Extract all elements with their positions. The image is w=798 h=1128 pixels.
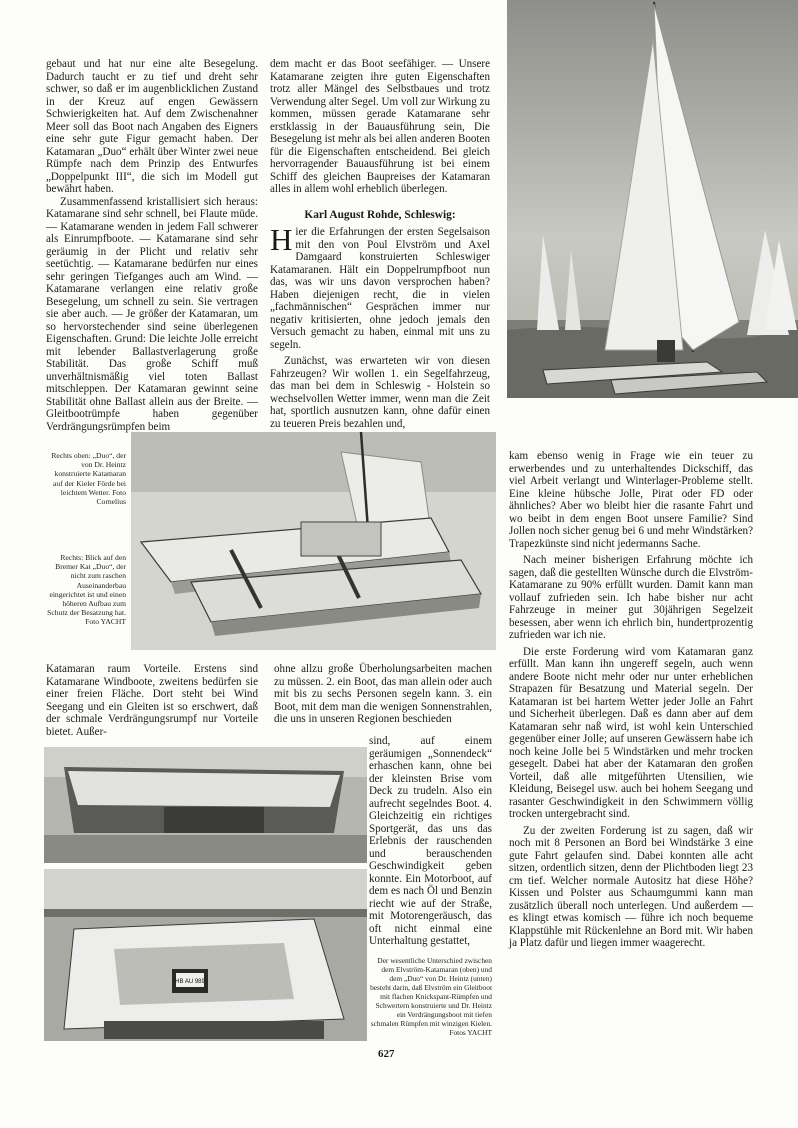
caption-top: Rechts oben: „Duo“, der von Dr. Heintz konstruierte Katamaran auf der Kieler Förde bei leichtem Wetter. Foto Cornelius xyxy=(51,451,126,507)
col3-para-4: Zu der zweiten Forderung ist zu sagen, daß wir noch mit 8 Personen an Bord bei Windstärke 3 eine gute Fahrt gelaufen sind. Dabei konnten alle acht sitzen, ordentlich sitzen, denn der Plichtboden liegt 23 cm tief. Welcher normale Autositz hat diese Höhe? Kissen und Polster aus Schaumgummi kann man zusätzlich überall noch unterlegen. Und außerdem — es klingt etwas komisch — führe ich noch bequeme Klappstühle mit Rückenlehne an Bord mit. Wir haben ja Platz dafür und liegen immer waagerecht. xyxy=(509,824,753,949)
photo-duo-hull-rear xyxy=(44,869,367,1041)
col1-top-text xyxy=(46,58,258,433)
duo-catamaran-image xyxy=(131,432,496,650)
col2-para-1 xyxy=(270,222,490,351)
col2-article-text xyxy=(270,222,490,430)
caption-mid: Rechts: Blick auf den Bremer Kat „Duo“, der nicht zum raschen Auseinanderbau eingerichtet ist und einen höheren Aufbau zum Schutz der Besatzung hat. Foto YACHT xyxy=(47,553,126,627)
drop-cap: H xyxy=(270,222,293,257)
col3-para-2: Nach meiner bisherigen Erfahrung möchte ich sagen, daß die gestellten Wünsche durch die Elvström-Katamarane zu 90% erfüllt wurden. Damit kann man vollauf zufrieden sein. Ich habe bisher nur acht Fahrzeuge in meiner gut 30jährigen Segelzeit besessen, aber wenn ich ehrlich bin, hundertprozentig zufrieden war ich nie. xyxy=(509,554,753,641)
col2-bottom-para-a: ohne allzu große Überholungsarbeiten machen zu müssen. 2. ein Boot, das man allein oder auch mit bis zu sechs Personen segeln kann. 3. ein Boot, mit dem man die wenigen Sonnenstrahlen, die uns in unseren Regionen beschieden xyxy=(274,663,492,725)
col3-para-1: kam ebenso wenig in Frage wie ein teuer zu erwerbendes und zu unterhaltendes Dickschiff, das viel Arbeit verlangt und Winterlager-Probleme stellt. Eine kleine hübsche Jolle, Pirat oder FD oder ähnliches? Aber wo bleibt hier die rasante Fahrt und wo beibt in dem engen Boot unsere Familie? Sind Jollen noch sicher genug bei 6 und mehr Windstärken? Trapezkünste sind nicht jedermanns Sache. xyxy=(509,450,753,550)
photo-duo-bremen xyxy=(131,432,496,650)
photo-duo-sailing xyxy=(507,0,798,398)
sailing-catamaran-image xyxy=(507,0,798,398)
col2-para-1-text: ier die Erfahrungen der ersten Segelsaison mit den von Poul Elvström und Axel Damgaard konstruierten Schleswiger Katamaranen. Hält ein Doppelrumpfboot nun das, was wir uns davon versprochen haben? Haben diejenigen recht, die in vielen „fachmännischen“ Gesprächen immer nur negativ kritisierten, ohne jedoch jemals den Versuch gemacht zu haben, einmal mit uns zu segeln. xyxy=(270,226,490,351)
license-plate-text: HB AU 989 xyxy=(175,979,205,985)
photo-elvstroem-hull xyxy=(44,747,367,863)
col1-bottom-para: Katamaran raum Vorteile. Erstens sind Katamarane Windboote, zweitens bedürfen sie einer freien Fläche. Dort steht bei Wind Seegang und ein Gleiten ist so erschwert, daß der schmale Verdrängungsrumpf nur Vorteile bietet. Außer- xyxy=(46,663,258,738)
col2-top-text xyxy=(270,58,490,196)
elvstroem-hull-image xyxy=(44,747,367,863)
col2-bottom-text-a xyxy=(274,663,492,726)
author-heading: Karl August Rohde, Schleswig: xyxy=(304,209,456,221)
duo-hull-rear-image xyxy=(44,869,367,1041)
col3-para-3: Die erste Forderung wird vom Katamaran ganz erfüllt. Man kann ihn ungereff segeln, auch wenn andere Boote nicht mehr oder nur unter erheblichen Strapazen für Besatzung und Material segeln. Der Katamaran ist bei hartem Wetter jeder Jolle an Fahrt und Sicherheit überlegen. Daß es dann aber auf dem Katamaran sehr naß wird, ist wohl kein Unterschied gegenüber einer Jolle; auf unseren Gewässern habe ich noch keine Jolle bei 5 Windstärken und mehr trocken gesegelt. Dabei hat aber der Katamaran den großen Vorteil, daß alle mitgeführten Utensilien, wie Kleidung, Beisegel usw. auch bei hohem Seegang und rasanter Geschwindigkeit in den Schwimmern völlig trocken untergebracht sind. xyxy=(509,645,753,820)
caption-bottom: Der wesentliche Unterschied zwischen dem Elvström-Katamaran (oben) und dem „Duo“ von Dr. Heintz (unten) besteht darin, daß Elvström ein Gleitboot mit flachen Knickspant-Rümpfen und Schwertern konstruierte und Dr. Heintz ein Verdrängungsboot mit tiefen schmalen Rümpfen mit winzigen Kielen. Fotos YACHT xyxy=(370,956,492,1037)
col1-para-2: Zusammenfassend kristallisiert sich heraus: Katamarane sind sehr schnell, bei Flaute müde. — Katamarane wenden in jedem Fall schwerer als Einrumpfboote. — Katamarane sind sehr geräumig in der Plicht und relativ sehr seetüchtig. — Katamarane bedürfen nur eines sehr geringen Tiefganges auch am Wind. — Katamarane verlangen eine relativ große Besegelung, um schnell zu sein. Sie vertragen sie aber auch. — Je größer der Katamaran, um so hervorstechender sind seine überlegenen Eigenschaften. Grund: Die leichte Jolle erreicht mit lebender Ballastverlagerung große Stabilität. Das große Schiff muß unverhältnismäßig viel toten Ballast mitschleppen. Der Katamaran gewinnt seine Stabilität ohne Ballast allein aus der Breite. — Gleitbootrümpfe haben gegenüber Verdrängungsrümpfen beim xyxy=(46,195,258,433)
col1-para-1: gebaut und hat nur eine alte Besegelung. Dadurch taucht er zu tief und dreht sehr schwer, so daß er im augenblicklichen Zustand in der Kreuz auf engen Gewässern Schwierigkeiten hat. Auf dem Zwischenahner Meer soll das Boot nach Angaben des Eigners eine sehr gute Figur gemacht haben. Der Katamaran „Duo“ erhält über Winter zwei neue Rümpfe nach dem Prinzip des Entwurfes „Doppelpunkt III“, die sich im Modell gut bewährt haben. xyxy=(46,58,258,195)
col2-bottom-para-b: sind, auf einem geräumigen „Sonnendeck“ erhaschen kann, ohne bei der kleinsten Brise vom Deck zu trudeln. Also ein aufrecht segelndes Boot. 4. Gleichzeitig ein richtiges Sportgerät, das uns das Erlebnis der rauschenden und berauschenden Geschwindigkeit geben konnte. Ein Motorboot, auf dem es nach Öl und Benzin riecht wie auf der Straße, mit Motorengeräusch, das oft nicht einmal eine Unterhaltung gestattet, xyxy=(369,735,492,947)
col2-para-2: Zunächst, was erwarteten wir von diesen Fahrzeugen? Wir wollen 1. ein Segelfahrzeug, das man bei dem in Schleswig - Holstein so wechselvollen Wetter immer, wenn man die Zeit hat, sportlich ausnutzen kann, ohne dafür einen zu teueren Preis bezahlen und, xyxy=(270,355,490,430)
col3-text xyxy=(509,450,753,950)
col2-bottom-text-b xyxy=(369,735,492,948)
col1-bottom-text xyxy=(46,663,258,738)
page-number: 627 xyxy=(378,1048,395,1060)
col2-para-0: dem macht er das Boot seefähiger. — Unsere Katamarane zeigten ihre guten Eigenschaften trotz aller Mängel des Selbstbaues und trotz Verwendung alter Segel. Um voll zur Wirkung zu kommen, müssen gerade Katamarane sehr erstklassig in der Bauausführung sein, Die Besegelung ist mehr als bei allen anderen Booten für die Eigenschaften entscheidend. Bei gleich hervorragender Bauausführung ist bei einem Schiff des gleichen Baupreises der Katamaran alles in allem wohl erheblich überlegen. xyxy=(270,58,490,195)
